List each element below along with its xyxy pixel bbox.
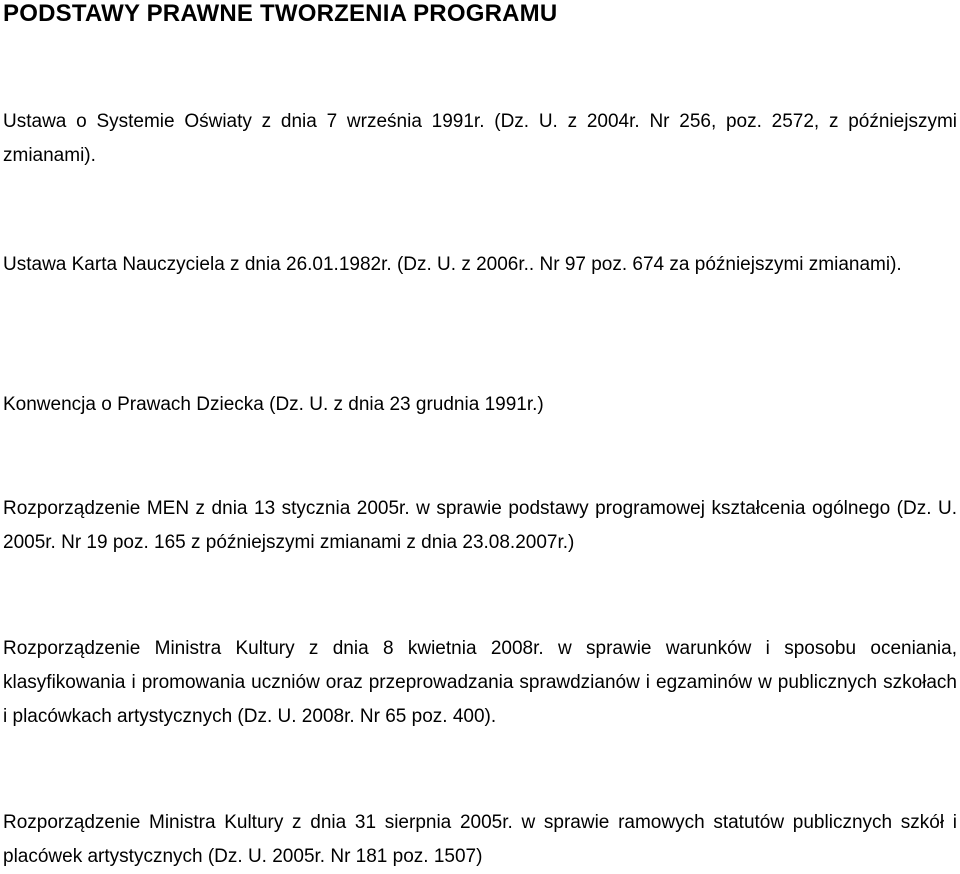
legal-basis-paragraph-6: Rozporządzenie Ministra Kultury z dnia 31 sierpnia 2005r. w sprawie ramowych statutów publicznych szkół i placówek artystycznych (Dz. U. 2005r. Nr 181 poz. 1507): [3, 812, 957, 867]
legal-basis-paragraph-2: Ustawa Karta Nauczyciela z dnia 26.01.1982r. (Dz. U. z 2006r.. Nr 97 poz. 674 za późniejszymi zmianami).: [3, 254, 902, 275]
legal-basis-paragraph-1: Ustawa o Systemie Oświaty z dnia 7 września 1991r. (Dz. U. z 2004r. Nr 256, poz. 2572, z późniejszymi zmianami).: [3, 111, 957, 166]
legal-basis-paragraph-5: Rozporządzenie Ministra Kultury z dnia 8 kwietnia 2008r. w sprawie warunków i sposobu oceniania, klasyfikowania i promowania uczniów oraz przeprowadzania sprawdzianów i egzaminów w publicznych szkołach i placówkach artystycznych (Dz. U. 2008r. Nr 65 poz. 400).: [3, 638, 957, 727]
legal-basis-paragraph-4: Rozporządzenie MEN z dnia 13 stycznia 2005r. w sprawie podstawy programowej kształcenia ogólnego (Dz. U. 2005r. Nr 19 poz. 165 z późniejszymi zmianami z dnia 23.08.2007r.): [3, 498, 957, 553]
legal-basis-paragraph-3: Konwencja o Prawach Dziecka (Dz. U. z dnia 23 grudnia 1991r.): [3, 394, 544, 415]
page-title: PODSTAWY PRAWNE TWORZENIA PROGRAMU: [3, 0, 558, 27]
